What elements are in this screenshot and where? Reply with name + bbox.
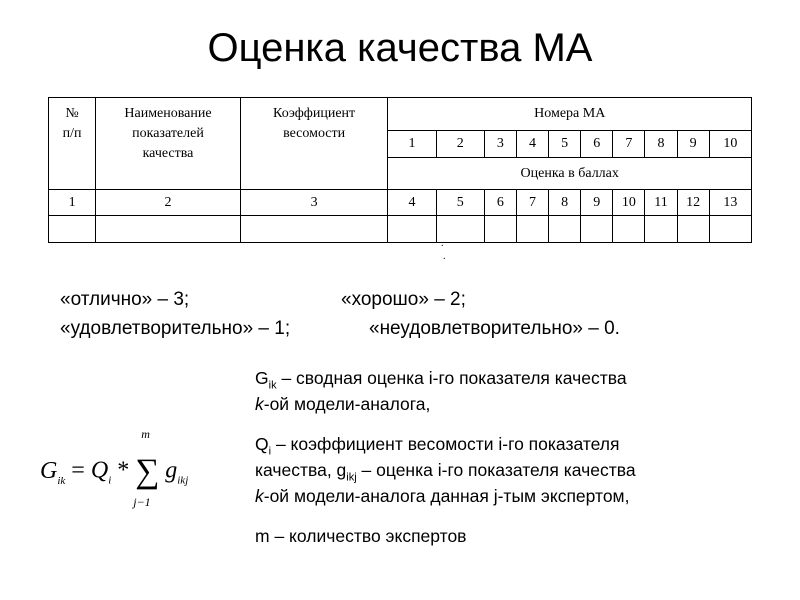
header-weight-coefficient: Коэффициент весомости [240, 98, 388, 190]
empty-cell [581, 216, 613, 243]
empty-cell [388, 216, 436, 243]
empty-cell [484, 216, 516, 243]
col-number-cell: 7 [516, 190, 548, 216]
header-score: Оценка в баллах [388, 158, 752, 190]
empty-cell [240, 216, 388, 243]
empty-cell [613, 216, 645, 243]
header-number: № п/п [49, 98, 96, 190]
grade-good: «хорошо» – 2; [341, 289, 466, 310]
ma-number-cell: 8 [645, 131, 677, 158]
ma-number-cell: 6 [581, 131, 613, 158]
col-number-cell: 5 [436, 190, 484, 216]
column-number-row [49, 190, 752, 216]
desc-g-line1: $G_{ik}$ – сводная оценка i-го показателя качества [255, 368, 627, 392]
empty-cell [709, 216, 751, 243]
grade-excellent: «отлично» – 3; [60, 289, 190, 310]
col-number-cell: 4 [388, 190, 436, 216]
col-number-cell: 6 [484, 190, 516, 216]
empty-cell [49, 216, 96, 243]
desc-q-line3: k-ой модели-аналога данная j-тым экспертом, [255, 486, 630, 506]
empty-cell [645, 216, 677, 243]
ma-number-cell: 5 [549, 131, 581, 158]
sum-lower-limit: j−1 [133, 495, 151, 509]
col-number-cell: 12 [677, 190, 709, 216]
stray-dot: . [441, 238, 444, 249]
ma-number-cell: 1 [388, 131, 436, 158]
col-number-cell: 8 [549, 190, 581, 216]
col-number-cell: 11 [645, 190, 677, 216]
formula-lhs: $G_{ik}$ [40, 457, 66, 487]
desc-q-line2: качества, $g_{ikj}$ – оценка i-го показателя качества [255, 460, 636, 484]
sum-operator [133, 427, 165, 509]
ma-number-cell: 4 [516, 131, 548, 158]
col-number-cell: 10 [613, 190, 645, 216]
desc-q-line1: $Q_i$ – коэффициент весомости i-го показателя [255, 434, 620, 458]
ma-number-cell: 9 [677, 131, 709, 158]
ma-number-cell: 3 [484, 131, 516, 158]
evaluation-table [48, 97, 752, 243]
grade-satisfactory: «удовлетворительно» – 1; [60, 318, 291, 339]
grade-unsatisfactory: «неудовлетворительно» – 0. [369, 318, 620, 339]
sum-sigma: ∑ [135, 453, 160, 490]
empty-cell [549, 216, 581, 243]
sum-upper-limit: m [141, 427, 150, 441]
slide-title: Оценка качества МА [207, 26, 593, 70]
formula: $G_{ik} = Q_i$ * m ∑ j−1 $g_{ikj}$ [40, 427, 189, 509]
col-number-cell: 1 [49, 190, 96, 216]
ma-number-cell: 7 [613, 131, 645, 158]
empty-cell [677, 216, 709, 243]
header-indicator-name: Наименование показателей качества [96, 98, 241, 190]
empty-cell [516, 216, 548, 243]
stray-dot: . [443, 251, 446, 262]
empty-row [49, 216, 752, 243]
col-number-cell: 3 [240, 190, 388, 216]
col-number-cell: 13 [709, 190, 751, 216]
col-number-cell: 9 [581, 190, 613, 216]
desc-m: m – количество экспертов [255, 526, 467, 546]
desc-g-line2: k-ой модели-аналога, [255, 394, 431, 414]
empty-cell [96, 216, 241, 243]
header-ma-numbers: Номера МА [388, 98, 752, 131]
ma-number-cell: 10 [709, 131, 751, 158]
col-number-cell: 2 [96, 190, 241, 216]
ma-number-cell: 2 [436, 131, 484, 158]
